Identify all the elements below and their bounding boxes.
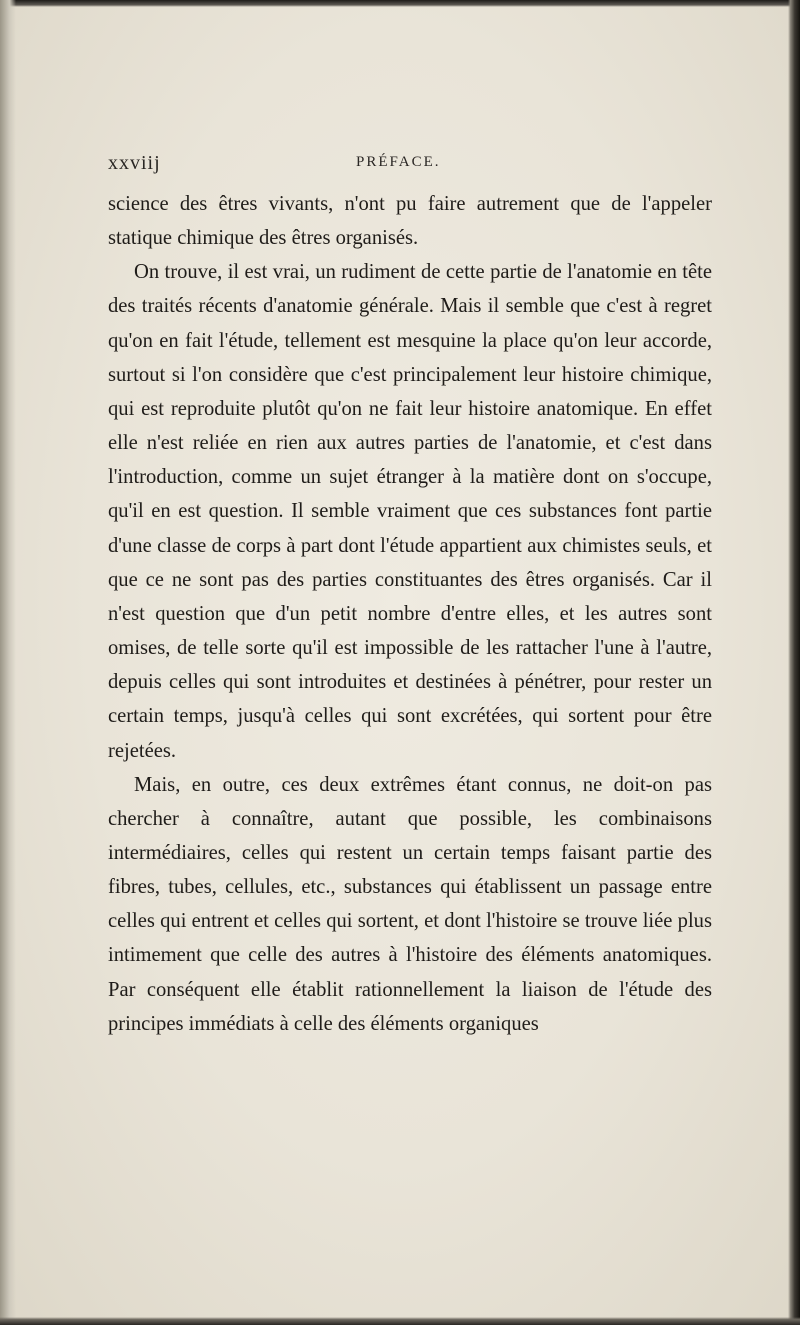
paragraph: Mais, en outre, ces deux extrêmes étant connus, ne doit-on pas chercher à connaître, autant que possible, les combinaisons intermédiaires, celles qui restent un certain temps faisant partie des fibres, tubes, cellules, etc., substances qui établissent un passage entre celles qui entrent et celles qui sortent, et dont l'histoire se trouve liée plus intimement que celle des autres à l'histoire des éléments anatomiques. Par conséquent elle établit rationnellement la liaison de l'étude des principes immédiats à celle des éléments organiques — [108, 773, 712, 1035]
paragraph-continued: science des êtres vivants, n'ont pu faire autrement que de l'appeler statique chimique des êtres organisés. — [108, 193, 712, 250]
paragraph: On trouve, il est vrai, un rudiment de cette partie de l'anatomie en tête des traités récents d'anatomie générale. Mais il semble que c'est à regret qu'on en fait l'étude, tellement est mesquine la place qu'on leur accorde, surtout si l'on considère que c'est principalement leur histoire chimique, qui est reproduite plutôt qu'on ne fait leur histoire anatomique. En effet elle n'est reliée en rien aux autres parties de l'anatomie, et c'est dans l'introduction, comme un sujet étranger à la matière dont on s'occupe, qu'il en est question. Il semble vraiment que ces substances font partie d'une classe de corps à part dont l'étude appartient aux chimistes seuls, et que ce ne sont pas des parties constituantes des êtres organisés. Car il n'est question que d'un petit nombre d'entre elles, et les autres sont omises, de telle sorte qu'il est impossible de les rattacher l'une à l'autre, depuis celles qui sont introduites et destinées à pénétrer, pour rester un certain temps, jusqu'à celles qui sont excrétées, qui sortent pour être rejetées. — [108, 261, 712, 762]
scan-edge-left — [0, 0, 16, 1325]
body-text — [108, 187, 712, 1041]
scan-edge-top — [0, 0, 800, 7]
page-number: xxviij — [108, 152, 161, 174]
running-head: PRÉFACE. — [356, 154, 441, 170]
scan-edge-bottom — [0, 1317, 800, 1325]
page-header — [108, 152, 712, 178]
scan-edge-right — [788, 0, 800, 1325]
